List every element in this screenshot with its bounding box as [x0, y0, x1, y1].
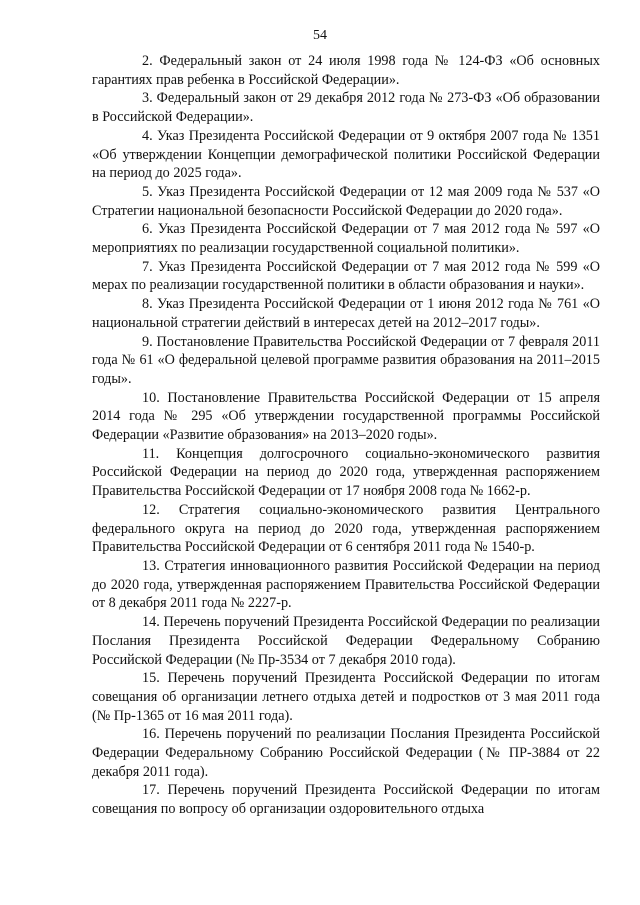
list-item: 6. Указ Президента Российской Федерации от 7 мая 2012 года № 597 «О мероприятиях по реализации государственной социальной политики».: [92, 221, 600, 257]
list-item: 14. Перечень поручений Президента Российской Федерации по реализации Послания Президента Российской Федерации Федеральному Собранию Российской Федерации (№ Пр-3534 от 7 декабря 2010 года).: [92, 614, 600, 668]
list-item: 8. Указ Президента Российской Федерации от 1 июня 2012 года № 761 «О национальной стратегии действий в интересах детей на 2012–2017 годы».: [92, 296, 600, 331]
list-item: 3. Федеральный закон от 29 декабря 2012 года № 273-ФЗ «Об образовании в Российской Федерации».: [92, 90, 600, 126]
list-item: 9. Постановление Правительства Российской Федерации от 7 февраля 2011 года № 61 «О федеральной целевой программе развития образования на 2011–2015 годы».: [92, 333, 600, 387]
list-item: 7. Указ Президента Российской Федерации от 7 мая 2012 года № 599 «О мерах по реализации государственной политики в области образования и науки».: [92, 258, 600, 294]
list-item: 15. Перечень поручений Президента Российской Федерации по итогам совещания об организации летнего отдыха детей и подростков от 3 мая 2011 года (№ Пр-1365 от 16 мая 2011 года).: [92, 670, 600, 724]
page-number: 54: [313, 28, 327, 43]
list-item: 10. Постановление Правительства Российской Федерации от 15 апреля 2014 года № 295 «Об утверждении государственной программы Российской Федерации «Развитие образования» на 2013–2020 годы».: [92, 389, 600, 444]
list-item: 5. Указ Президента Российской Федерации от 12 мая 2009 года № 537 «О Стратегии национальной безопасности Российской Федерации до 2020 года».: [92, 183, 600, 219]
list-item: 13. Стратегия инновационного развития Российской Федерации на период до 2020 года, утвержденная распоряжением Правительства Российской Федерации от 8 декабря 2011 года № 2227-р.: [92, 557, 600, 612]
list-item: 2. Федеральный закон от 24 июля 1998 года № 124-ФЗ «Об основных гарантиях прав ребенка в Российской Федерации».: [92, 53, 600, 88]
list-item: 16. Перечень поручений по реализации Послания Президента Российской Федерации Федеральному Собранию Российской Федерации (№ ПР-3884 от 22 декабря 2011 года).: [92, 726, 600, 780]
list-item: 4. Указ Президента Российской Федерации от 9 октября 2007 года № 1351 «Об утверждении Концепции демографической политики Российской Федерации на период до 2025 года».: [92, 127, 600, 182]
reference-list: [92, 52, 600, 819]
list-item: 17. Перечень поручений Президента Российской Федерации по итогам совещания по вопросу об организации оздоровительного отдыха: [92, 782, 600, 818]
list-item: 12. Стратегия социально-экономического развития Центрального федерального округа на период до 2020 года, утвержденная распоряжением Правительства Российской Федерации от 6 сентября 2011 года № 1540-р.: [92, 501, 600, 556]
list-item: 11. Концепция долгосрочного социально-экономического развития Российской Федерации на период до 2020 года, утвержденная распоряжением Правительства Российской Федерации от 17 ноября 2008 года № 1662-р.: [92, 445, 600, 500]
